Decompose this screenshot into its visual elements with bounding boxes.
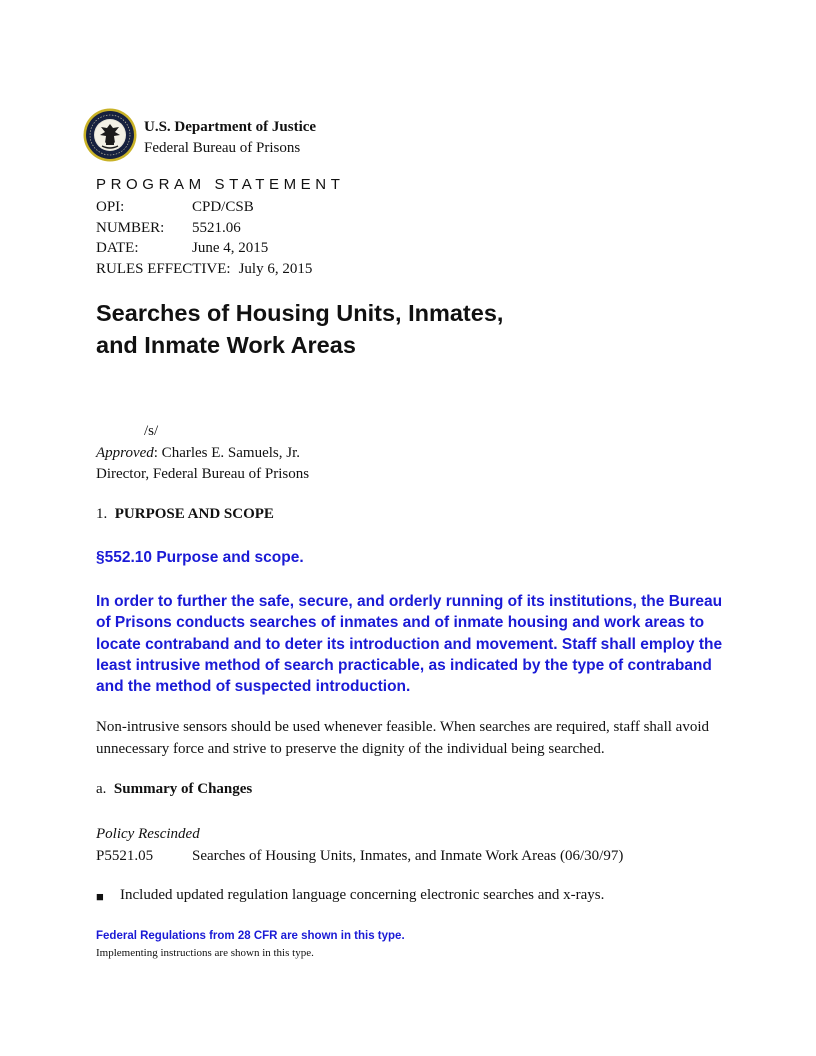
policy-rescinded-label: Policy Rescinded bbox=[96, 826, 200, 842]
department-name: U.S. Department of Justice bbox=[144, 119, 317, 135]
opi-label: OPI: bbox=[96, 199, 125, 215]
rescinded-policy-title: Searches of Housing Units, Inmates, and Inmate Work Areas (06/30/97) bbox=[192, 847, 624, 864]
change-bullet bbox=[96, 887, 604, 907]
rules-effective-value: July 6, 2015 bbox=[238, 260, 313, 277]
number-label: NUMBER: bbox=[96, 219, 165, 236]
change-bullet-text: Included updated regulation language concerning electronic searches and x-rays. bbox=[120, 887, 605, 903]
summary-letter: a. bbox=[96, 781, 107, 797]
regulation-heading: §552.10 Purpose and scope. bbox=[96, 549, 304, 566]
approved-label: Approved bbox=[96, 445, 154, 461]
bureau-name: Federal Bureau of Prisons bbox=[144, 140, 301, 156]
opi-row bbox=[96, 197, 312, 218]
rescinded-policy-row bbox=[96, 846, 623, 868]
agency-header bbox=[144, 117, 316, 159]
statement-metadata bbox=[96, 197, 312, 279]
square-bullet-icon: ■ bbox=[96, 889, 104, 904]
doj-seal-logo bbox=[83, 108, 137, 162]
section-1-heading bbox=[96, 506, 274, 523]
date-label: DATE: bbox=[96, 240, 139, 256]
summary-heading bbox=[96, 781, 252, 798]
opi-value: CPD/CSB bbox=[192, 199, 254, 215]
date-row bbox=[96, 238, 312, 259]
regulation-legend: Federal Regulations from 28 CFR are shown in this type. bbox=[96, 930, 405, 942]
approval-block bbox=[96, 443, 309, 485]
section-1-title: PURPOSE AND SCOPE bbox=[114, 506, 274, 522]
section-1-number: 1. bbox=[96, 506, 108, 522]
number-row bbox=[96, 218, 312, 239]
director-title: Director, Federal Bureau of Prisons bbox=[96, 466, 310, 482]
number-value: 5521.06 bbox=[192, 219, 241, 236]
rules-effective-label: RULES EFFECTIVE: bbox=[96, 260, 231, 277]
title-line-2: and Inmate Work Areas bbox=[96, 332, 356, 358]
rescinded-policy-code: P5521.05 bbox=[96, 847, 154, 864]
document-title bbox=[96, 297, 503, 361]
approver-name: : Charles E. Samuels, Jr. bbox=[153, 445, 301, 461]
signature: /s/ bbox=[144, 423, 159, 439]
policy-rescinded-block bbox=[96, 824, 623, 867]
regulation-text: In order to further the safe, secure, and orderly running of its institutions, the Bureau of Prisons conducts searches of inmates and of inmate housing and work areas to locate contraband and to deter its introduction and movement. Staff shall employ the least intrusive method of search practicable, as indicated by the type of contraband and the method of suspected introduction. bbox=[96, 593, 723, 696]
approved-line bbox=[96, 443, 309, 464]
implementation-legend: Implementing instructions are shown in this type. bbox=[96, 947, 314, 959]
title-line-1: Searches of Housing Units, Inmates, bbox=[96, 300, 504, 326]
implementation-paragraph: Non-intrusive sensors should be used whenever feasible. When searches are required, staff shall avoid unnecessary force and strive to preserve the dignity of the individual being searched. bbox=[96, 719, 710, 757]
summary-title: Summary of Changes bbox=[113, 781, 253, 797]
program-statement-label: PROGRAM STATEMENT bbox=[96, 176, 345, 193]
rules-effective-row bbox=[96, 259, 312, 280]
date-value: June 4, 2015 bbox=[192, 240, 269, 256]
